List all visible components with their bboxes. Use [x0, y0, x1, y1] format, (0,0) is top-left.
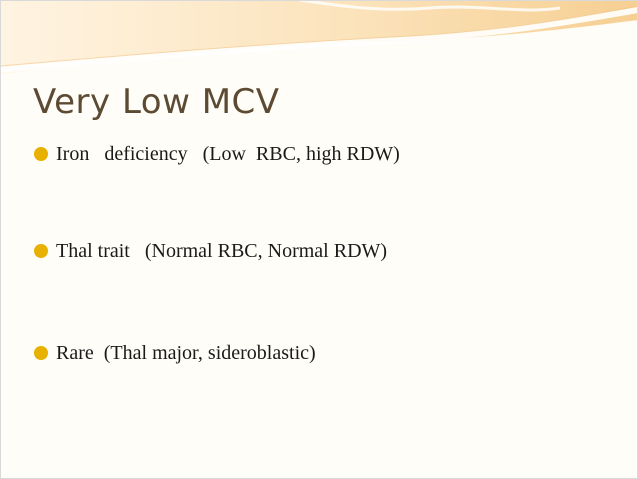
bullet-text: Thal trait (Normal RBC, Normal RDW) — [56, 240, 388, 262]
bullet-text: Rare (Thal major, sideroblastic) — [56, 342, 316, 364]
slide-title: Very Low MCV — [33, 82, 280, 122]
bullet-text: Iron deficiency (Low RBC, high RDW) — [56, 143, 400, 165]
